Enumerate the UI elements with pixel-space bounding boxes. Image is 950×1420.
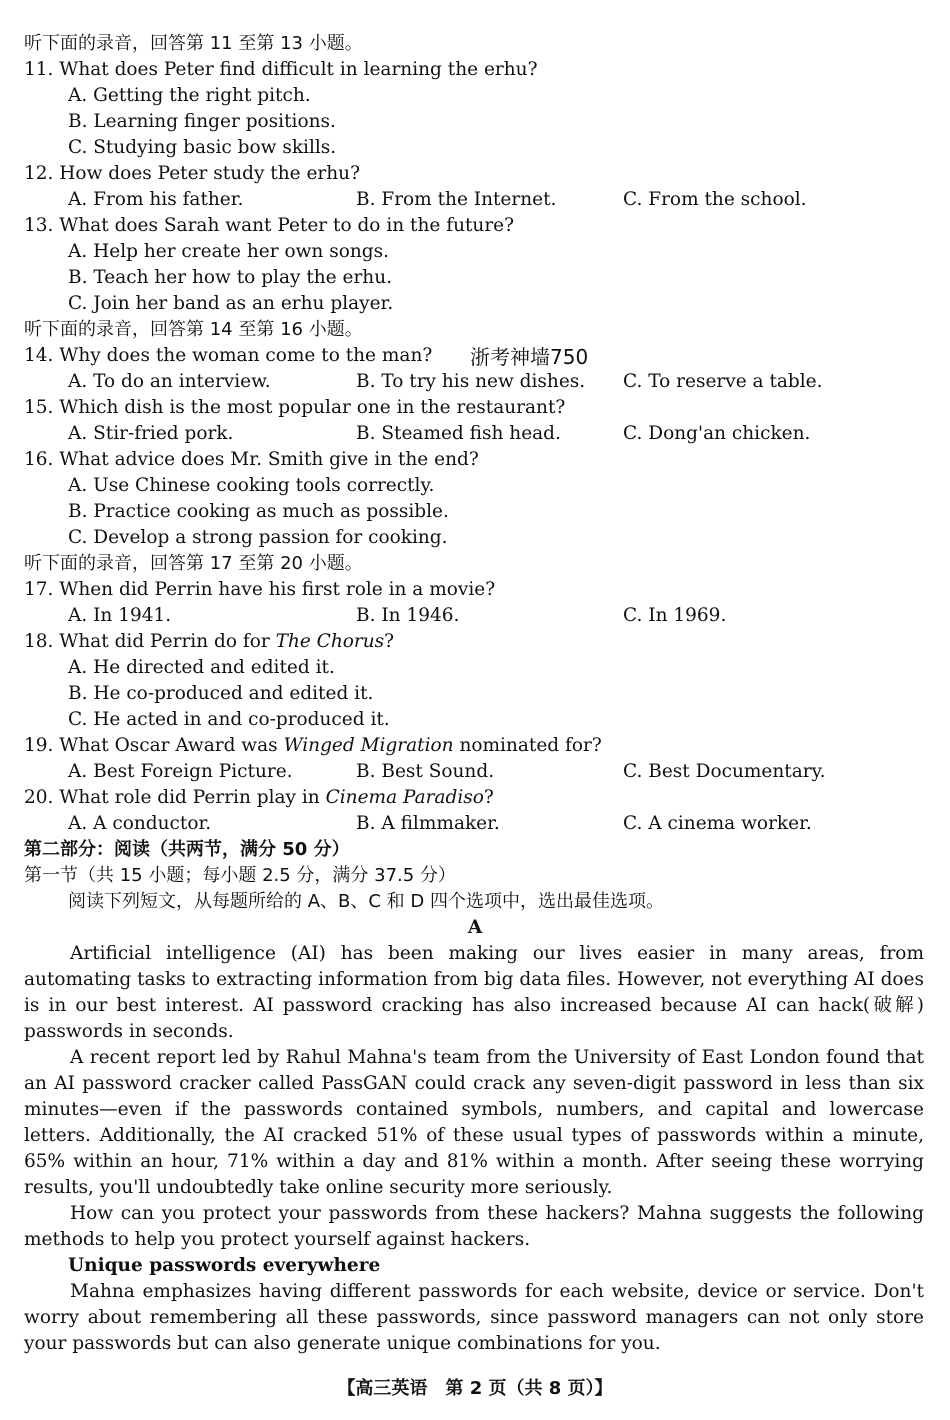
question-19-stem xyxy=(24,733,602,759)
q11-option-c: C. Studying basic bow skills. xyxy=(68,137,337,158)
q20-option-c: C. A cinema worker. xyxy=(623,813,812,834)
q18-option-a: A. He directed and edited it. xyxy=(68,657,335,678)
part2-section1: 第一节（共 15 小题；每小题 2.5 分，满分 37.5 分） xyxy=(24,865,456,886)
question-20-stem xyxy=(24,785,494,811)
q15-option-a: A. Stir-fried pork. xyxy=(68,423,234,444)
q19-option-b: B. Best Sound. xyxy=(356,761,495,782)
passage-paragraph-4: Mahna emphasizes having different passwords for each website, device or service. Don't worry about remembering all these passwords, since password managers can not only store your passwords but can also generate unique combinations for you. xyxy=(24,1281,924,1354)
q19-options xyxy=(68,759,928,785)
q20-stem-end: ? xyxy=(483,787,494,808)
section-header-11-13: 听下面的录音，回答第 11 至第 13 小题。 xyxy=(24,33,363,54)
q20-stem-text: 20. What role did Perrin play in xyxy=(24,787,326,808)
passage-paragraph-3: How can you protect your passwords from these hackers? Mahna suggests the following methods to help you protect yourself against hackers. xyxy=(24,1203,924,1250)
q19-option-a: A. Best Foreign Picture. xyxy=(68,761,293,782)
question-12-stem: 12. How does Peter study the erhu? xyxy=(24,163,360,184)
question-18-stem xyxy=(24,629,394,655)
q18-stem-title: The Chorus xyxy=(275,631,385,652)
q14-option-b: B. To try his new dishes. xyxy=(356,371,586,392)
q17-options xyxy=(68,603,928,629)
q19-stem-end: nominated for? xyxy=(453,735,602,756)
q17-option-c: C. In 1969. xyxy=(623,605,727,626)
part2-title: 第二部分：阅读（共两节，满分 50 分） xyxy=(24,839,350,860)
q14-option-c: C. To reserve a table. xyxy=(623,371,823,392)
question-14-stem: 14. Why does the woman come to the man? xyxy=(24,345,433,366)
part2-instruction: 阅读下列短文，从每题所给的 A、B、C 和 D 四个选项中，选出最佳选项。 xyxy=(68,891,664,912)
q15-option-b: B. Steamed fish head. xyxy=(356,423,561,444)
q17-option-b: B. In 1946. xyxy=(356,605,460,626)
question-16-stem: 16. What advice does Mr. Smith give in the end? xyxy=(24,449,479,470)
question-13-stem: 13. What does Sarah want Peter to do in the future? xyxy=(24,215,515,236)
page-footer: 【高三英语 第 2 页（共 8 页）】 xyxy=(337,1378,613,1399)
q20-stem-title: Cinema Paradiso xyxy=(325,787,484,808)
q18-option-b: B. He co-produced and edited it. xyxy=(68,683,374,704)
q12-option-a: A. From his father. xyxy=(68,189,244,210)
question-17-stem: 17. When did Perrin have his first role in a movie? xyxy=(24,579,496,600)
q14-option-a: A. To do an interview. xyxy=(68,371,271,392)
q19-stem-title: Winged Migration xyxy=(283,735,454,756)
q20-options xyxy=(68,811,928,837)
q12-option-b: B. From the Internet. xyxy=(356,189,557,210)
section-header-17-20: 听下面的录音，回答第 17 至第 20 小题。 xyxy=(24,553,363,574)
q16-option-a: A. Use Chinese cooking tools correctly. xyxy=(68,475,435,496)
q16-option-c: C. Develop a strong passion for cooking. xyxy=(68,527,448,548)
q16-option-b: B. Practice cooking as much as possible. xyxy=(68,501,449,522)
q12-option-c: C. From the school. xyxy=(623,189,807,210)
passage-paragraph-1: Artificial intelligence (AI) has been making our lives easier in many areas, from automating tasks to extracting information from big data files. However, not everything AI does is in our best interest. AI password cracking has also increased because AI can hack(破解) passwords in seconds. xyxy=(24,943,924,1042)
q13-option-c: C. Join her band as an erhu player. xyxy=(68,293,394,314)
q19-option-c: C. Best Documentary. xyxy=(623,761,826,782)
q11-option-b: B. Learning finger positions. xyxy=(68,111,336,132)
q15-options xyxy=(68,421,928,447)
watermark: 浙考神墙750 xyxy=(470,345,589,369)
section-header-14-16: 听下面的录音，回答第 14 至第 16 小题。 xyxy=(24,319,363,340)
q18-option-c: C. He acted in and co-produced it. xyxy=(68,709,390,730)
q14-options xyxy=(68,369,928,395)
question-11-stem: 11. What does Peter find difficult in learning the erhu? xyxy=(24,59,538,80)
q11-option-a: A. Getting the right pitch. xyxy=(68,85,311,106)
q19-stem-text: 19. What Oscar Award was xyxy=(24,735,284,756)
q18-stem-end: ? xyxy=(384,631,395,652)
q20-option-b: B. A filmmaker. xyxy=(356,813,500,834)
q15-option-c: C. Dong'an chicken. xyxy=(623,423,811,444)
q20-option-a: A. A conductor. xyxy=(68,813,212,834)
q13-option-a: A. Help her create her own songs. xyxy=(68,241,389,262)
passage-subheading: Unique passwords everywhere xyxy=(68,1255,381,1276)
passage-paragraph-2: A recent report led by Rahul Mahna's team from the University of East London found that an AI password cracker called PassGAN could crack any seven-digit password in less than six minutes—even if the passwords contained symbols, numbers, and capital and lowercase letters. Additionally, the AI cracked 51% of these usual types of passwords within a minute, 65% within an hour, 71% within a day and 81% within a month. After seeing these worrying results, you'll undoubtedly take online security more seriously. xyxy=(24,1047,924,1198)
question-15-stem: 15. Which dish is the most popular one in the restaurant? xyxy=(24,397,566,418)
q18-stem-text: 18. What did Perrin do for xyxy=(24,631,276,652)
q17-option-a: A. In 1941. xyxy=(68,605,172,626)
passage-label: A xyxy=(467,917,483,938)
q12-options xyxy=(68,187,928,213)
q13-option-b: B. Teach her how to play the erhu. xyxy=(68,267,393,288)
